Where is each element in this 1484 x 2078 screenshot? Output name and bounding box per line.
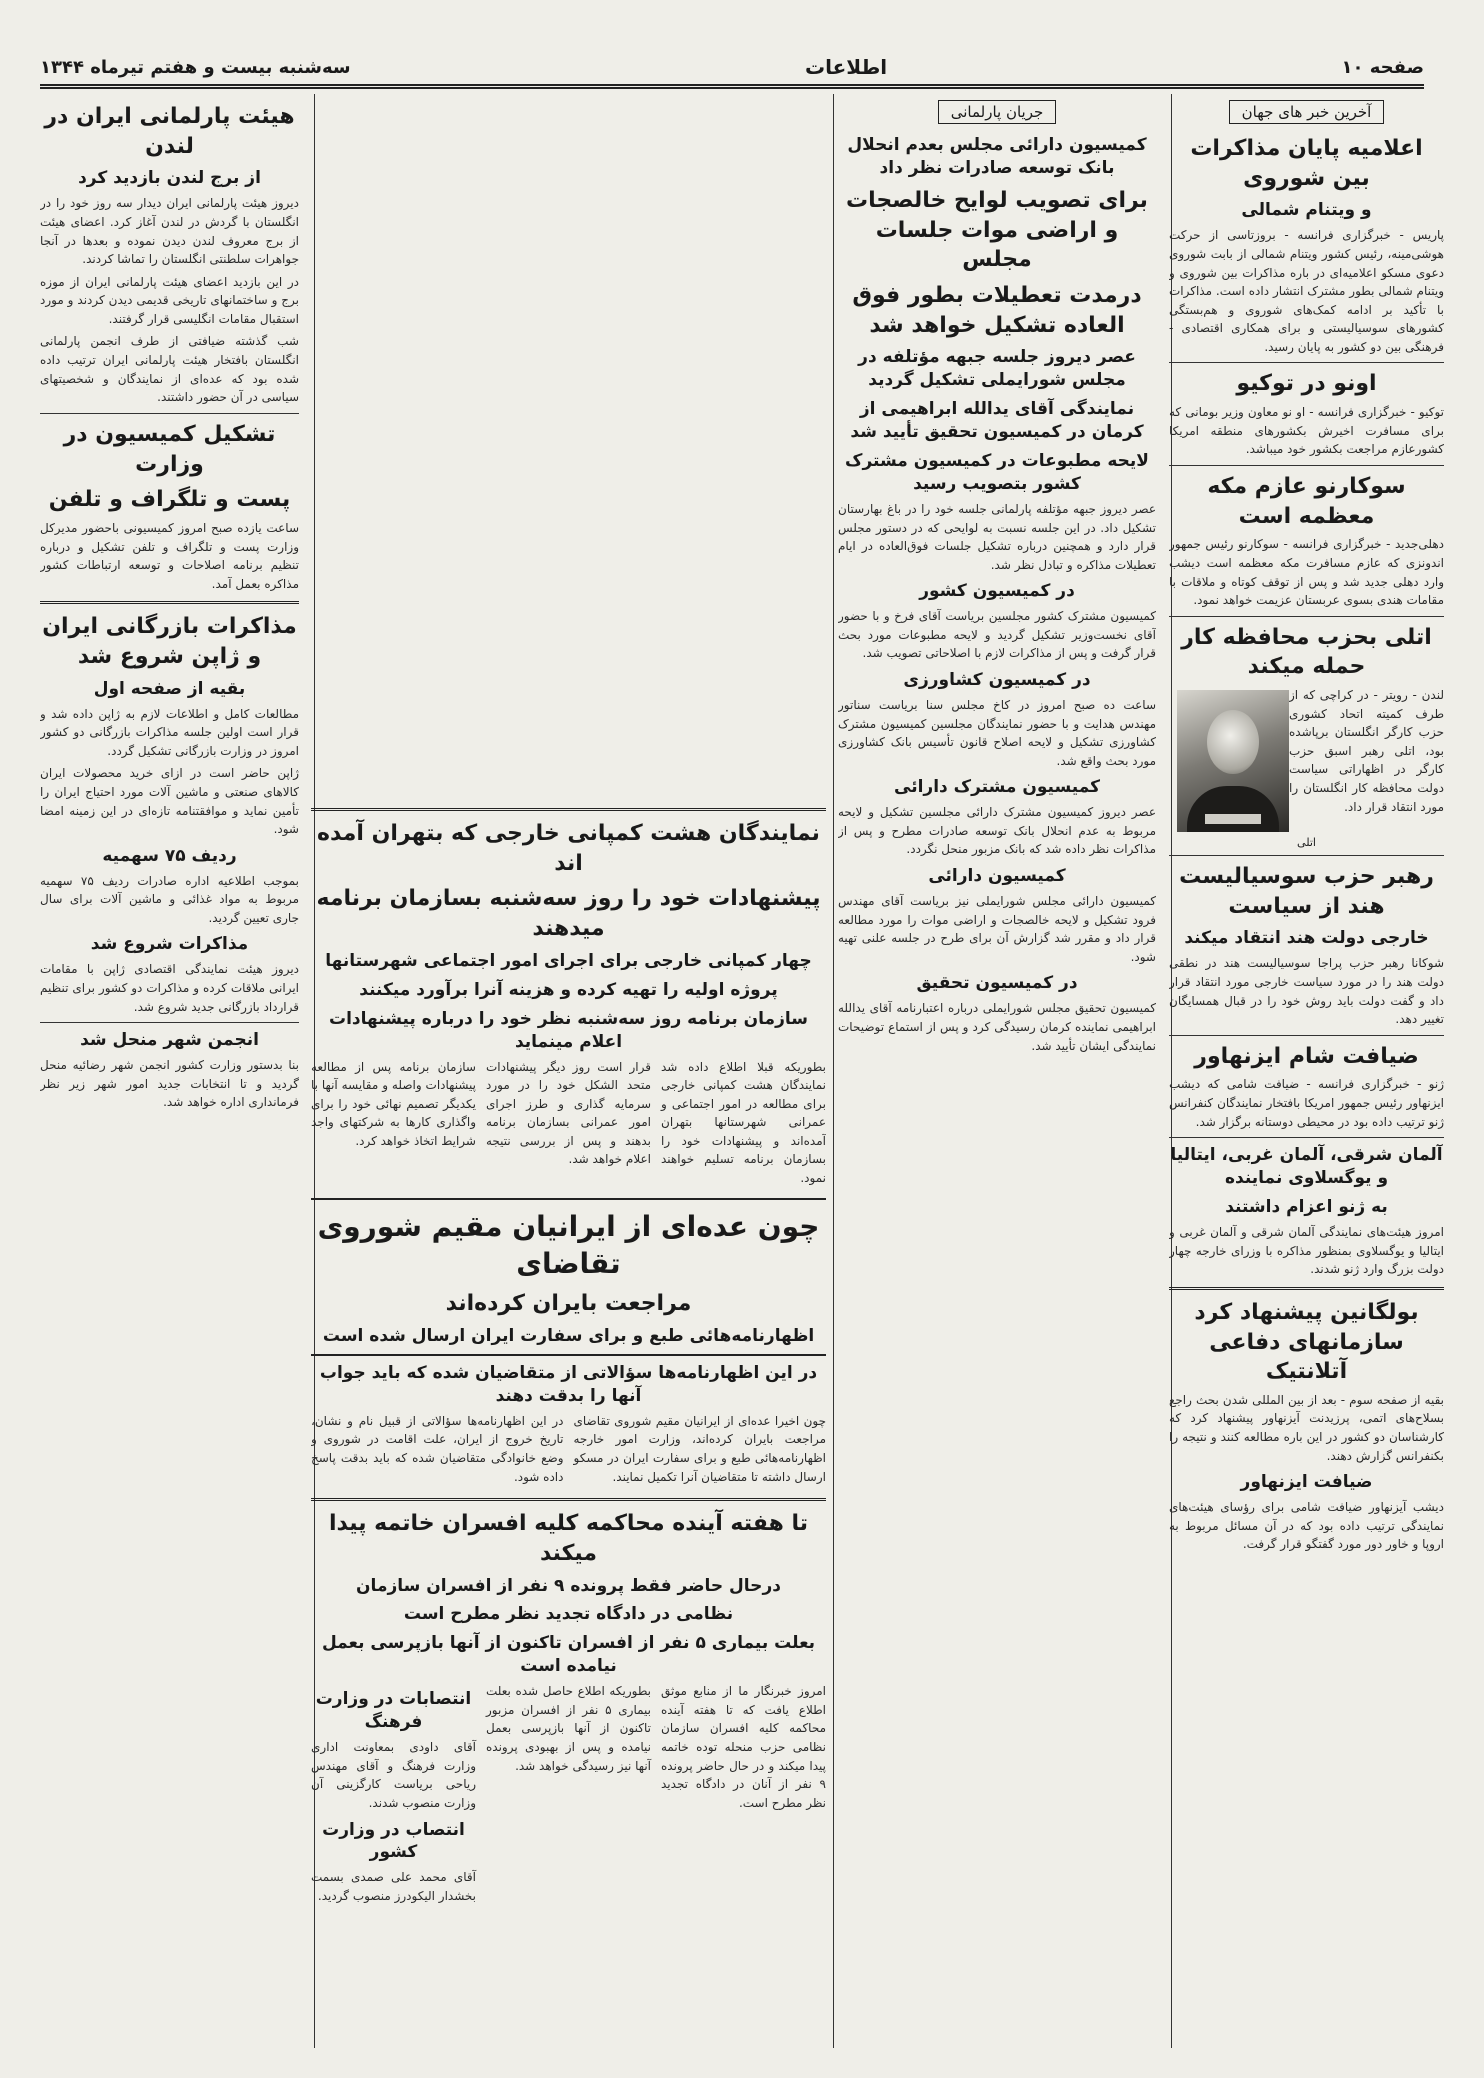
article-body: سازمان برنامه پس از مطالعه پیشنهادات واصله و مقایسه آنها با یکدیگر تصمیم نهائی خود را برای واگذاری کارها به شرکتهای واجد شرایط اتخاذ خواهد کرد.	[311, 1059, 476, 1148]
headline: مراجعت بایران کرده‌اند	[445, 1291, 692, 1317]
section-subhead: در کمیسیون تحقیق	[916, 973, 1078, 994]
article-body: لندن - رویتر - در کراچی که از طرف کمیته اتحاد کشوری حزب کارگر انگلستان برپاشده بود، اتلی رهبر اسبق حزب کارگر در اظهاراتی سیاست دولت محافظه کار انگلستان را مورد انتقاد قرار داد.	[1289, 688, 1444, 814]
masthead	[40, 50, 1424, 89]
subheadline: نظامی در دادگاه تجدید نظر مطرح است	[403, 1604, 734, 1625]
article-body: چون اخیرا عده‌ای از ایرانیان مقیم شوروی تقاضای مراجعت بایران کرده‌اند، وزارت امور خارجه اظهارنامه‌هائی طبع و برای سفارت ایران در مسکو ارسال داشته تا متقاضیان آنرا تکمیل نمایند.	[573, 1413, 826, 1484]
divider	[311, 1498, 826, 1501]
subheadline: چهار کمپانی خارجی برای اجرای امور اجتماعی شهرستانها	[325, 950, 812, 971]
headline: بولگانین پیشنهاد کرد سازمانهای دفاعی آتلانتیک	[1194, 1299, 1419, 1385]
subheadline: اظهارنامه‌هائی طبع و برای سفارت ایران ارسال شده است	[322, 1325, 815, 1346]
headline: رهبر حزب سوسیالیست هند از سیاست	[1179, 864, 1434, 919]
article-body: مطالعات کامل و اطلاعات لازم به ژاپن داده شد و قرار است اولین جلسه مذاکرات بازرگانی دو کشور امروز در وزارت بازرگانی تشکیل گردد.	[40, 706, 299, 758]
headline: اونو در توکیو	[1236, 371, 1377, 397]
headline: مذاکرات شروع شد	[90, 934, 249, 955]
article-body: عصر دیروز جبهه مؤتلفه پارلمانی جلسه خود را در باغ بهارستان تشکیل داد. در این جلسه نسبت به لوایحی که در دستور مجلس قرار دارد و همچنین درباره تشکیل جلسات فوق‌العاده در ایام تعطیلات مذاکره و تبادل نظر شد.	[838, 501, 1156, 572]
article-body: آقای داودی بمعاونت اداری وزارت فرهنگ و آقای مهندس ریاحی بریاست کارگزینی آن وزارت منصوب شدند.	[311, 1740, 476, 1810]
divider	[40, 601, 299, 604]
article-columns	[311, 1412, 826, 1490]
subheadline: نمایندگی آقای یدالله ابراهیمی از کرمان در کمیسیون تحقیق تأیید شد	[850, 399, 1144, 443]
section-subhead: کمیسیون دارائی	[928, 866, 1066, 887]
divider	[1169, 362, 1444, 363]
headline: ضیافت ایزنهاور	[1240, 1472, 1373, 1493]
article-body: شب گذشته ضیافتی از طرف انجمن پارلمانی انگلستان بافتخار هیئت پارلمانی ایران ترتیب داده شده بود که عده‌ای از نمایندگان و شخصیتهای سیاسی در آن حضور داشتند.	[40, 334, 299, 405]
article-body: دیروز هیئت پارلمانی ایران دیدار سه روز خود را در انگلستان با گردش در لندن آغاز کرد. اعضای هیئت از برج معروف لندن دیدن نموده و بعدها در آنجا جواهرات سلطنتی انگلستان را تماشا کردند.	[40, 196, 299, 267]
headline: ردیف ۷۵ سهمیه	[102, 845, 237, 866]
divider	[1169, 855, 1444, 856]
subheadline: سازمان برنامه روز سه‌شنبه نظر خود را درباره پیشنهادات اعلام مینماید	[329, 1008, 808, 1052]
article-body: بطوریکه اطلاع حاصل شده بعلت بیماری ۵ نفر از افسران مزبور تاکنون از آنها بازپرسی بعمل نیامده و پس از بهبودی پرونده آنها نیز رسیدگی خواهد شد.	[486, 1684, 652, 1773]
headline: اعلامیه پایان مذاکرات بین شوروی	[1190, 136, 1423, 191]
headline: مذاکرات بازرگانی ایران و ژاپن شروع شد	[42, 614, 297, 669]
headline: چون عده‌ای از ایرانیان مقیم شوروی تقاضای	[317, 1209, 820, 1281]
column-divider	[833, 94, 834, 2048]
subheadline: عصر دیروز جلسه جبهه مؤتلفه در مجلس شورایملی تشکیل گردید	[858, 347, 1136, 391]
parliament-column	[838, 96, 1156, 1059]
subheadline: به ژنو اعزام داشتند	[1225, 1197, 1388, 1218]
subheadline: و ویتنام شمالی	[1241, 200, 1372, 221]
article-body: آقای محمد علی صمدی بسمت بخشدار الیکودرز منصوب گردید.	[311, 1870, 476, 1903]
main-stories-column	[311, 800, 826, 1910]
headline: تا هفته آینده محاکمه کلیه افسران خاتمه پیدا میکند	[328, 1511, 809, 1566]
section-label: آخرین خبر های جهان	[1229, 100, 1385, 124]
newspaper-name: اطلاعات	[804, 55, 888, 79]
photo-caption: اتلی	[1297, 836, 1316, 850]
subheadline: در این اظهارنامه‌ها سؤالاتی از متقاضیان شده‌ که باید جواب آنها را بدقت دهند	[319, 1362, 818, 1406]
article-body: بموجب اطلاعیه اداره صادرات ردیف ۷۵ سهمیه مربوط به مواد غذائی و ماشین آلات برای سال جاری تعیین گردید.	[40, 873, 299, 925]
article-body: بطوریکه قبلا اطلاع داده شد نمایندگان هشت کمپانی خارجی برای مطالعه در امور اجتماعی و عمرانی شهرستانها بتهران آمده‌اند و پیشنهادات خود را بسازمان برنامه تسلیم خواهند نمود.	[661, 1059, 826, 1186]
article-body: کمیسیون مشترک کشور مجلسین بریاست آقای فرخ و با حضور آقای نخست‌وزیر تشکیل گردید و لایحه مطبوعات مورد بحث قرار گرفت و پس از مذاکرات لازم با اصلاحاتی تصویب شد.	[838, 609, 1156, 661]
article-body: پاریس - خبرگزاری فرانسه - بروزتاسی از حرکت هوشی‌مینه، رئیس کشور ویتنام شمالی از بابت شوروی دعوی مسکو اعلامیه‌ای در باره مذاکرات بین شوروی و ویتنام شمالی بطور مشترک انتشار داده است. مذاکرات با تأکید بر ادامه کمک‌های شوروی و هم‌بستگی کشورهای سوسیالیستی و برای همکاری اقتصادی - فرهنگی بین دو کشور به پایان رسید.	[1169, 228, 1444, 354]
article-body: ژاپن حاضر است در ازای خرید محصولات ایران کالاهای صنعتی و ماشین آلات مورد احتیاج ایران را تأمین نماید و موافقتنامه تازه‌ای در این زمینه امضا شود.	[40, 766, 299, 837]
issue-date: سه‌شنبه بیست و هفتم تیرماه ۱۳۴۴	[40, 56, 351, 78]
article-body: توکیو - خبرگزاری فرانسه - او نو معاون وزیر بومانی که برای مسافرت اخیرش بکشورهای منطقه امریکا کشورعازم مراجعت بکشور خود میباشد.	[1169, 405, 1444, 457]
headline: ضیافت شام ایزنهاور	[1194, 1043, 1419, 1069]
article-body: کمیسیون تحقیق مجلس شورایملی درباره اعتبارنامه آقای یدالله ابراهیمی نماینده کرمان رسیدگی کرد و پس از استماع توضیحات نمایندگی ایشان تأیید شد.	[838, 1001, 1156, 1053]
headline: هیئت پارلمانی ایران در لندن	[44, 104, 295, 159]
article-body: کمیسیون دارائی مجلس شورایملی نیز بریاست آقای مهندس فرود تشکیل و لایحه خالصجات و اراضی موات را مورد مطالعه قرار داد و مقرر شد گزارش آن برای طرح در جلسه علنی تهیه شود.	[838, 894, 1156, 964]
headline: درمدت تعطیلات بطور فوق العاده تشکیل خواهد شد	[852, 282, 1142, 338]
section-label: جریان پارلمانی	[938, 100, 1057, 124]
divider	[311, 808, 826, 811]
article-body: ساعت یازده صبح امروز کمیسیونی باحضور مدیرکل وزارت پست و تلگراف و تلفن تشکیل و درباره تنظیم برنامه اصلاحات و توسعه ارتباطات کشور مذاکره بعمل آمد.	[40, 520, 299, 591]
page-number: صفحه ۱۰	[1341, 56, 1424, 78]
headline: اتلی بحزب محافظه کار حمله میکند	[1181, 624, 1432, 680]
article-columns	[311, 1058, 826, 1192]
subheadline: از برج لندن بازدید کرد	[78, 168, 261, 189]
article-body: دیروز هیئت نمایندگی اقتصادی ژاپن با مقامات ایرانی ملاقات کرده و مذاکرات دو کشور برای تنظیم قرارداد بازرگانی جدید شروع شد.	[40, 962, 299, 1014]
headline: نمایندگان هشت کمپانی خارجی که بتهران آمده اند	[317, 821, 820, 876]
attlee-photo	[1177, 690, 1289, 832]
article-body: امروز هیئت‌های نمایندگی آلمان شرقی و آلمان غربی و ایتالیا و یوگسلاوی بمنظور مذاکره با وزرای خارجه چهار دولت بزرگ وارد ژنو شدند.	[1169, 1225, 1444, 1277]
continued-note: بقیه از صفحه اول	[93, 678, 246, 699]
subheadline: خارجی دولت هند انتقاد میکند	[1184, 928, 1429, 949]
headline: انجمن شهر منحل شد	[80, 1030, 259, 1051]
article-columns	[311, 1682, 826, 1909]
headline: برای تصویب لوایح خالصجات و اراضی موات جلسات مجلس	[846, 187, 1148, 273]
divider	[1169, 1035, 1444, 1036]
article-body: در این بازدید اعضای هیئت پارلمانی ایران از موزه برج و ساختمانهای تاریخی قدیمی دیدن کردند و مورد استقبال مقامات انگلیسی قرار گرفتند.	[40, 274, 299, 326]
article-body: دیشب آیزنهاور ضیافت شامی برای رؤسای هیئت‌های نمایندگی ترتیب داده بود که در آن مسائل مربوط به اروپا و خاور دور مورد گفتگو قرار گرفت.	[1169, 1500, 1444, 1552]
world-news-column	[1169, 96, 1444, 1558]
subheadline: درحال حاضر فقط پرونده ۹ نفر از افسران سازمان	[356, 1575, 781, 1596]
divider	[1169, 1287, 1444, 1290]
headline: پیشنهادات خود را روز سه‌شنبه بسازمان برنامه میدهند	[316, 886, 821, 942]
left-column	[40, 96, 299, 1116]
divider	[40, 1022, 299, 1023]
headline: انتصاب در وزارت کشور	[322, 1819, 465, 1863]
article-body: شوکانا رهبر حزب پراجا سوسیالیست هند در نطقی دولت هند را در مورد سیاست خارجی مورد انتقاد قرار داد و گفت دولت باید روش خود را در قبال همسایگان تغییر دهد.	[1169, 956, 1444, 1027]
divider	[1169, 465, 1444, 466]
section-subhead: در کمیسیون کشاورزی	[903, 670, 1091, 691]
article-body: عصر دیروز کمیسیون مشترک دارائی مجلسین تشکیل و لایحه مربوط به عدم انحلال بانک توسعه صادرات مطرح و پس از مذاکرات نظر داده شد که بانک مزبور منحل نگردد.	[838, 805, 1156, 857]
article-body: در این اظهارنامه‌ها سؤالاتی از قبیل نام و نشان، تاریخ خروج از ایران، علت اقامت در شوروی و وضع خانوادگی متقاضیان شده که باید بدقت پاسخ داده شود.	[311, 1413, 564, 1484]
subheadline: بعلت بیماری ۵ نفر از افسران تاکنون از آنها بازپرسی بعمل نیامده است	[321, 1633, 816, 1677]
divider	[1169, 1137, 1444, 1138]
headline: پست و تلگراف و تلفن	[48, 487, 291, 513]
subheadline: لایحه مطبوعات در کمیسیون مشترک کشور بتصویب رسید	[845, 451, 1149, 494]
article-body: بنا بدستور وزارت کشور انجمن شهر رضائیه منحل گردید و تا انتخابات جدید امور شهر زیر نظر فرمانداری اداره خواهد شد.	[40, 1058, 299, 1110]
article-body: دهلی‌جدید - خبرگزاری فرانسه - سوکارنو رئیس جمهور اندونزی که عازم مسافرت مکه معظمه است دیشب وارد دهلی جدید شد و پس از توقف کوتاه و ملاقات با مقامات هندی بسوی عربستان عزیمت خواهد نمود.	[1169, 537, 1444, 608]
article-body: امروز خبرنگار ما از منابع موثق اطلاع یافت که تا هفته آینده محاکمه کلیه افسران سازمان نظامی حزب منحله توده خاتمه پیدا میکند و در حال حاضر پرونده ۹ نفر از آنان در دادگاه تجدید نظر مطرح است.	[661, 1684, 826, 1810]
headline: تشکیل کمیسیون در وزارت	[63, 421, 276, 477]
section-subhead: در کمیسیون کشور	[919, 581, 1075, 602]
section-subhead: کمیسیون مشترک دارائی	[894, 777, 1100, 798]
article-body: بقیه از صفحه سوم - بعد از بین المللی شدن بحث راجع بسلاح‌های اتمی، پرزیدنت آیزنهاور پیشنهاد کرد که کارشناسان دو کشور در این باره مطالعه کنند و نتیجه را بکنفرانس گزارش دهند.	[1169, 1392, 1444, 1463]
headline-box	[311, 1198, 826, 1356]
subheadline: پروژه اولیه را تهیه کرده و هزینه آنرا برآورد میکنند	[359, 979, 778, 1000]
headline: سوکارنو عازم مکه معظمه است	[1207, 473, 1406, 529]
article-body: ژنو - خبرگزاری فرانسه - ضیافت شامی که دیشب ایزنهاور رئیس جمهور امریکا بافتخار نمایندگان کنفرانس ژنو ترتیب داده بود در محیطی دوستانه برگزار شد.	[1169, 1077, 1444, 1129]
headline: کمیسیون دارائی مجلس بعدم انحلال بانک توسعه صادرات نظر داد	[847, 135, 1147, 178]
divider	[40, 413, 299, 414]
headline: آلمان شرقی، آلمان غربی، ایتالیا و یوگسلاوی نماینده	[1170, 1145, 1443, 1189]
divider	[1169, 616, 1444, 617]
article-body: قرار است روز دیگر پیشنهادات متحد الشکل خود را در مورد سرمایه گذاری و طرز اجرای امور عمرانی بسازمان برنامه بدهند و پس از بررسی نتیجه اعلام خواهد شد.	[486, 1059, 651, 1167]
article-body: ساعت ده صبح امروز در کاخ مجلس سنا بریاست سناتور مهندس هدایت و با حضور نمایندگان مجلسین کمیسیون مشترک کشاورزی تشکیل و لایحه اصلاح قانون تأسیس بانک کشاورزی مورد بحث واقع شد.	[838, 697, 1156, 768]
headline: انتصابات در وزارت فرهنگ	[315, 1689, 472, 1733]
